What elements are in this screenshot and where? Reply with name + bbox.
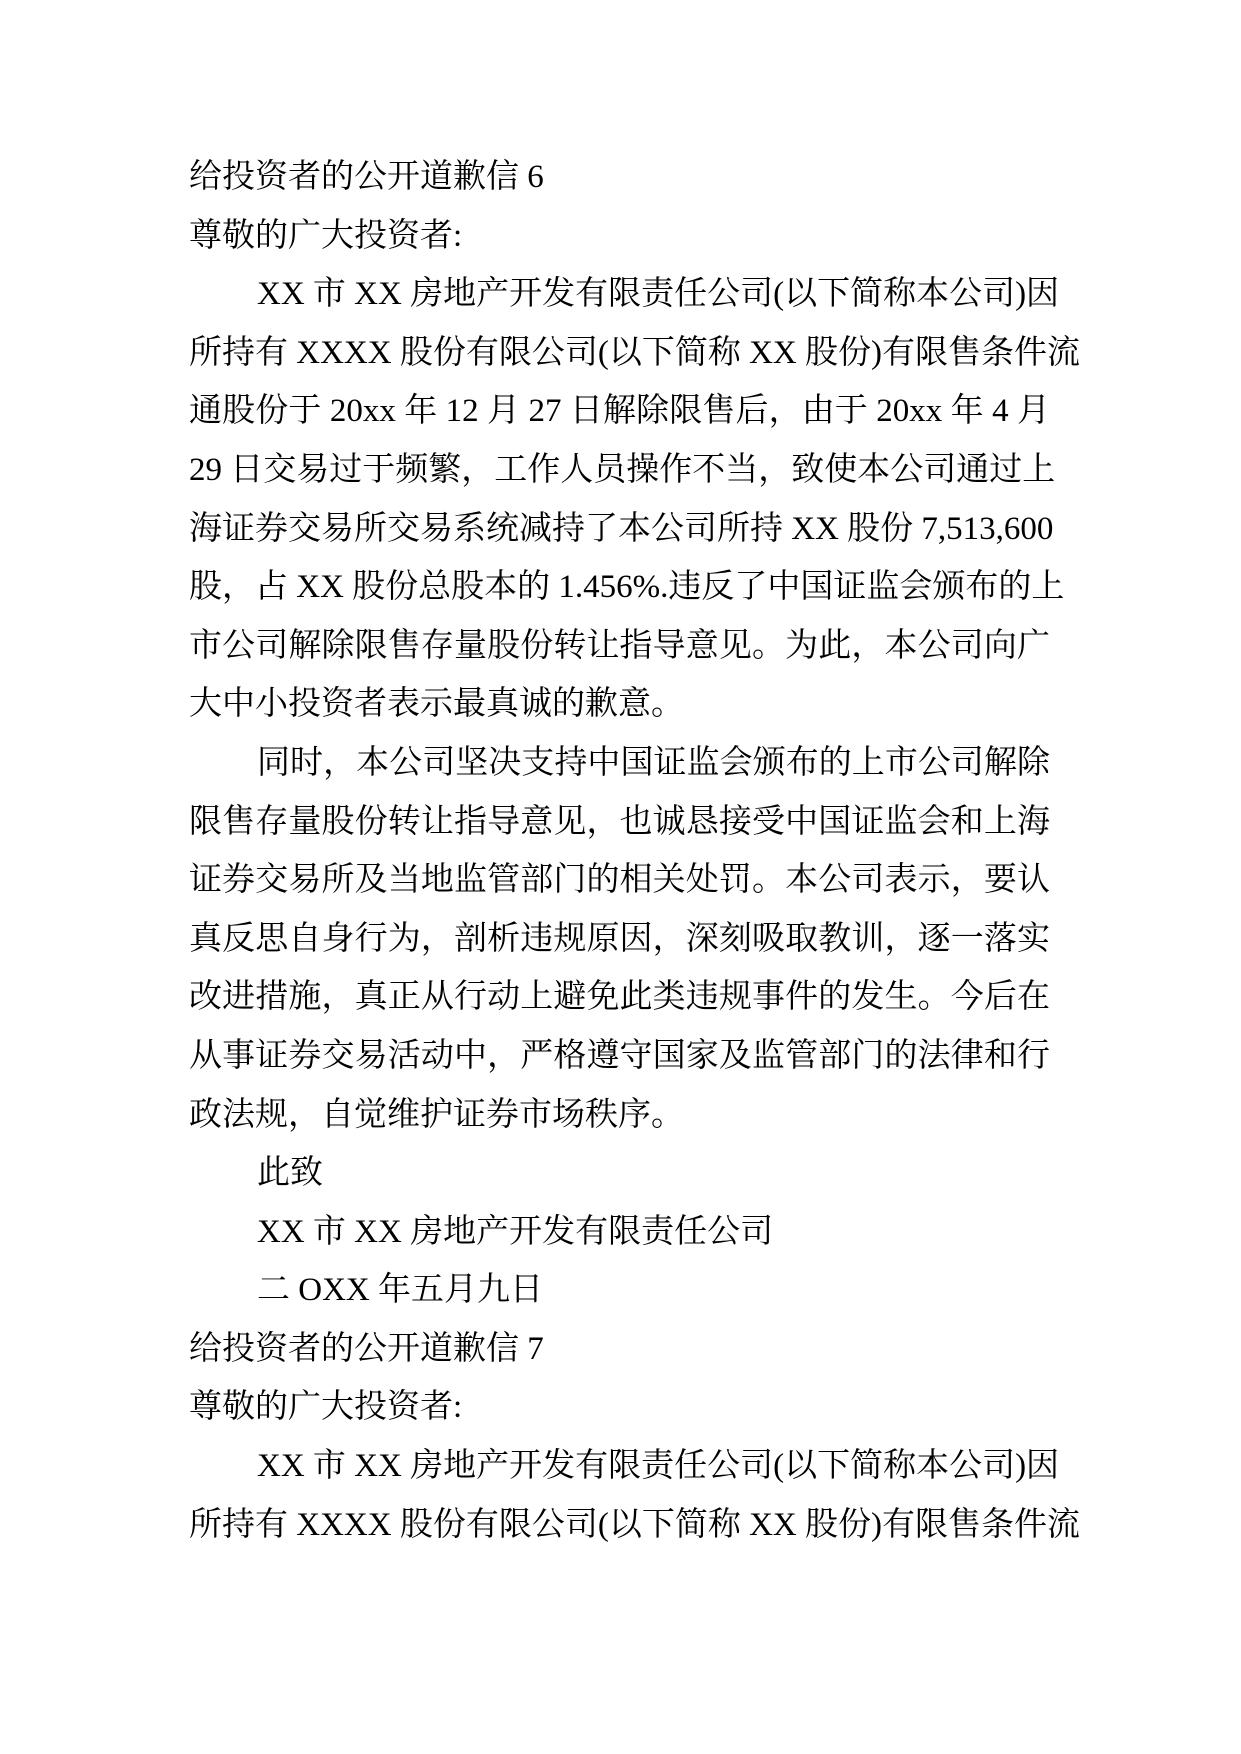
body-line: 真反思自身行为，剖析违规原因，深刻吸取教训，逐一落实 [189, 920, 1050, 957]
body-line: 同时，本公司坚决支持中国证监会颁布的上市公司解除 [257, 744, 1050, 781]
closing-line: 此致 [257, 1155, 323, 1192]
salutation-line: 尊敬的广大投资者: [189, 217, 463, 254]
body-line: XX 市 XX 房地产开发有限责任公司(以下简称本公司)因 [257, 276, 1060, 313]
body-line: 改进措施，真正从行动上避免此类违规事件的发生。今后在 [189, 979, 1050, 1016]
body-line: 通股份于 20xx 年 12 月 27 日解除限售后，由于 20xx 年 4 月 [189, 393, 1050, 430]
body-line: 海证券交易所交易系统减持了本公司所持 XX 股份 7,513,600 [189, 510, 1054, 547]
body-line: 大中小投资者表示最真诚的歉意。 [189, 686, 684, 723]
document-body [189, 148, 1080, 1554]
body-line: 证券交易所及当地监管部门的相关处罚。本公司表示，要认 [189, 862, 1050, 899]
body-line: 政法规，自觉维护证券市场秩序。 [189, 1096, 684, 1133]
body-line: 股，占 XX 股份总股本的 1.456%.违反了中国证监会颁布的上 [189, 569, 1065, 606]
body-line: 市公司解除限售存量股份转让指导意见。为此，本公司向广 [189, 627, 1050, 664]
section-heading: 给投资者的公开道歉信 6 [189, 159, 544, 195]
body-line: 所持有 XXXX 股份有限公司(以下简称 XX 股份)有限售条件流 [189, 1506, 1080, 1543]
section-heading: 给投资者的公开道歉信 7 [189, 1330, 544, 1367]
body-line: 限售存量股份转让指导意见，也诚恳接受中国证监会和上海 [189, 803, 1050, 840]
salutation-line: 尊敬的广大投资者: [189, 1389, 463, 1426]
signature-line: XX 市 XX 房地产开发有限责任公司 [257, 1213, 774, 1250]
body-line: 所持有 XXXX 股份有限公司(以下简称 XX 股份)有限售条件流 [189, 334, 1080, 371]
body-line: XX 市 XX 房地产开发有限责任公司(以下简称本公司)因 [257, 1448, 1060, 1485]
body-line: 从事证券交易活动中，严格遵守国家及监管部门的法律和行 [189, 1037, 1050, 1074]
body-line: 29 日交易过于频繁，工作人员操作不当，致使本公司通过上 [189, 451, 1056, 488]
date-line: 二 OXX 年五月九日 [257, 1272, 543, 1309]
